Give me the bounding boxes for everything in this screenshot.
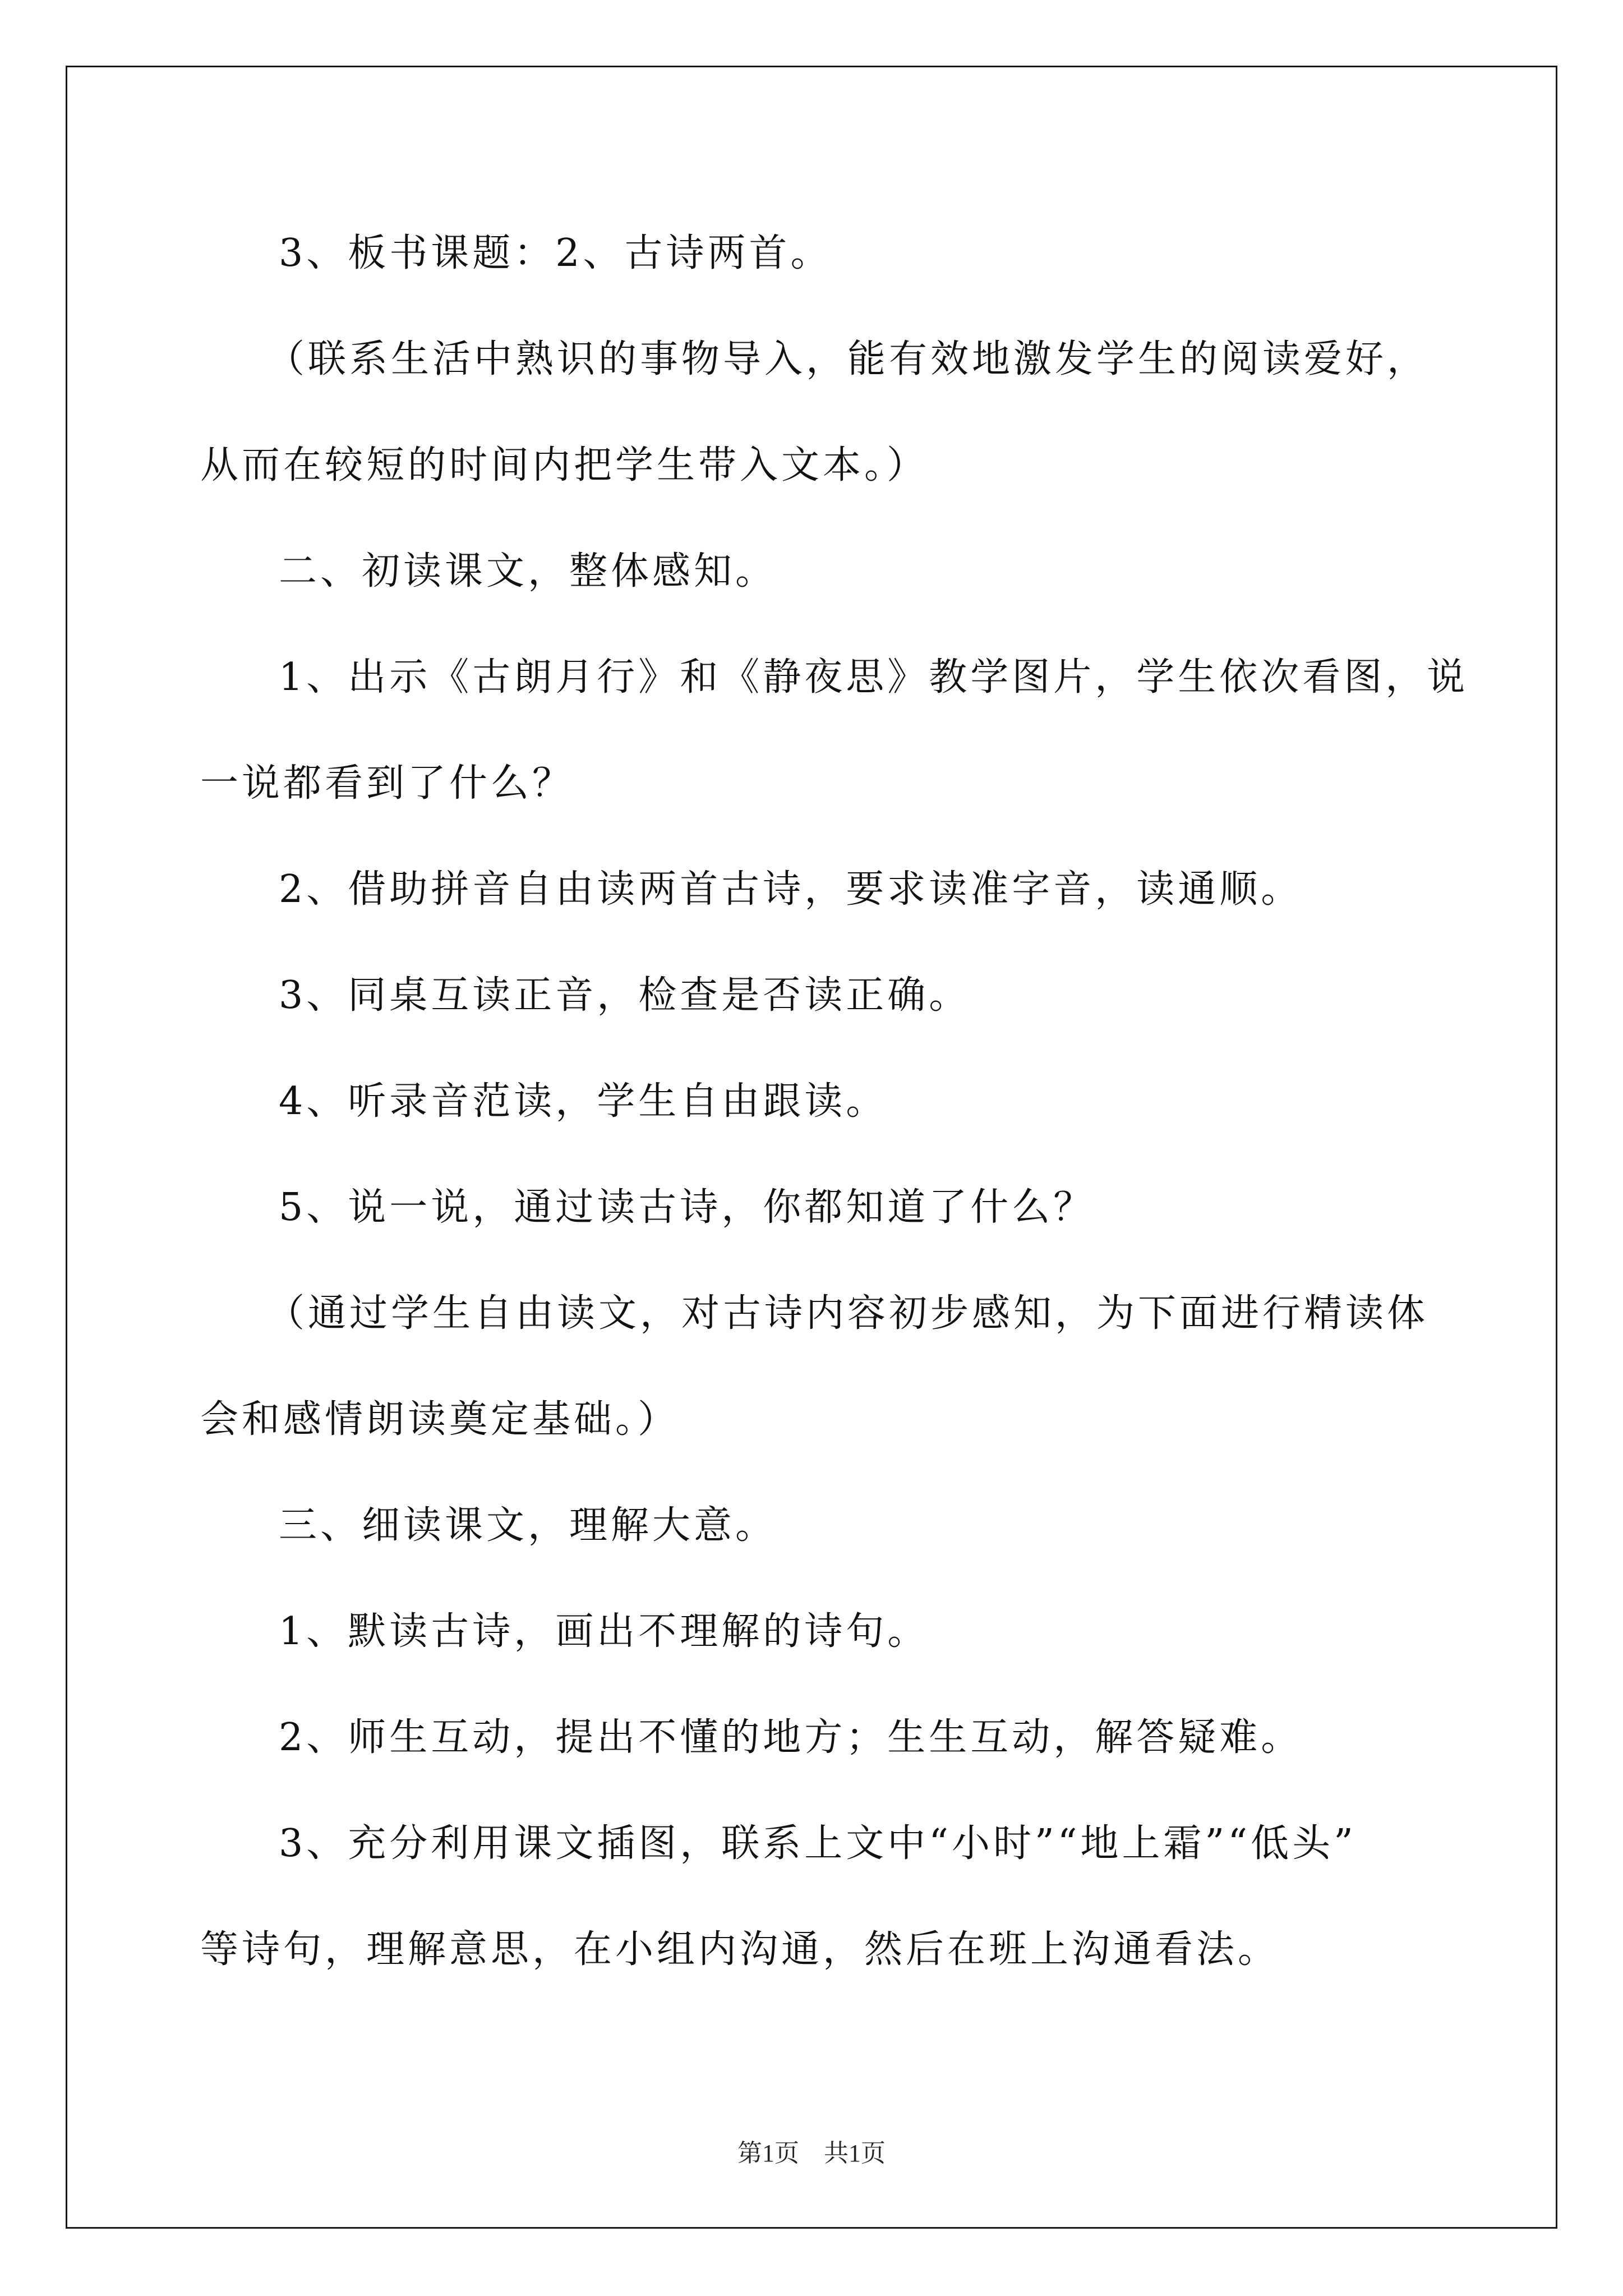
- page-footer: 第1页 共1页: [737, 2139, 886, 2167]
- paragraph-say-what-learned: 5、说一说，通过读古诗，你都知道了什么？: [279, 1185, 1095, 1230]
- paragraph-listen-recording: 4、听录音范读，学生自由跟读。: [279, 1079, 888, 1124]
- paragraph-use-illustration-line2: 等诗句，理解意思，在小组内沟通，然后在班上沟通看法。: [200, 1927, 1280, 1972]
- paragraph-show-pictures-line2: 一说都看到了什么？: [200, 761, 574, 806]
- page-border: [66, 66, 1557, 2229]
- paragraph-note-reading-line1: （通过学生自由读文，对古诗内容初步感知，为下面进行精读体: [266, 1291, 1429, 1336]
- paragraph-show-pictures-line1: 1、出示《古朗月行》和《静夜思》教学图片，学生依次看图，说: [279, 655, 1469, 700]
- paragraph-use-illustration-line1: 3、充分利用课文插图，联系上文中“小时”“地上霜”“低头”: [279, 1821, 1357, 1866]
- paragraph-note-intro-line1: （联系生活中熟识的事物导入，能有效地激发学生的阅读爱好，: [266, 337, 1429, 381]
- paragraph-note-reading-line2: 会和感情朗读奠定基础。）: [200, 1397, 680, 1442]
- paragraph-note-intro-line2: 从而在较短的时间内把学生带入文本。）: [200, 443, 929, 487]
- paragraph-pinyin-reading: 2、借助拼音自由读两首古诗，要求读准字音，读通顺。: [279, 867, 1303, 912]
- section-heading-detailed-reading: 三、细读课文，理解大意。: [279, 1503, 777, 1548]
- paragraph-peer-reading: 3、同桌互读正音，检查是否读正确。: [279, 973, 971, 1018]
- paragraph-teacher-student-interaction: 2、师生互动，提出不懂的地方；生生互动，解答疑难。: [279, 1715, 1303, 1760]
- section-heading-first-reading: 二、初读课文，整体感知。: [279, 549, 777, 593]
- paragraph-board-title: 3、板书课题：2、古诗两首。: [279, 231, 832, 275]
- paragraph-silent-reading: 1、默读古诗，画出不理解的诗句。: [279, 1609, 929, 1654]
